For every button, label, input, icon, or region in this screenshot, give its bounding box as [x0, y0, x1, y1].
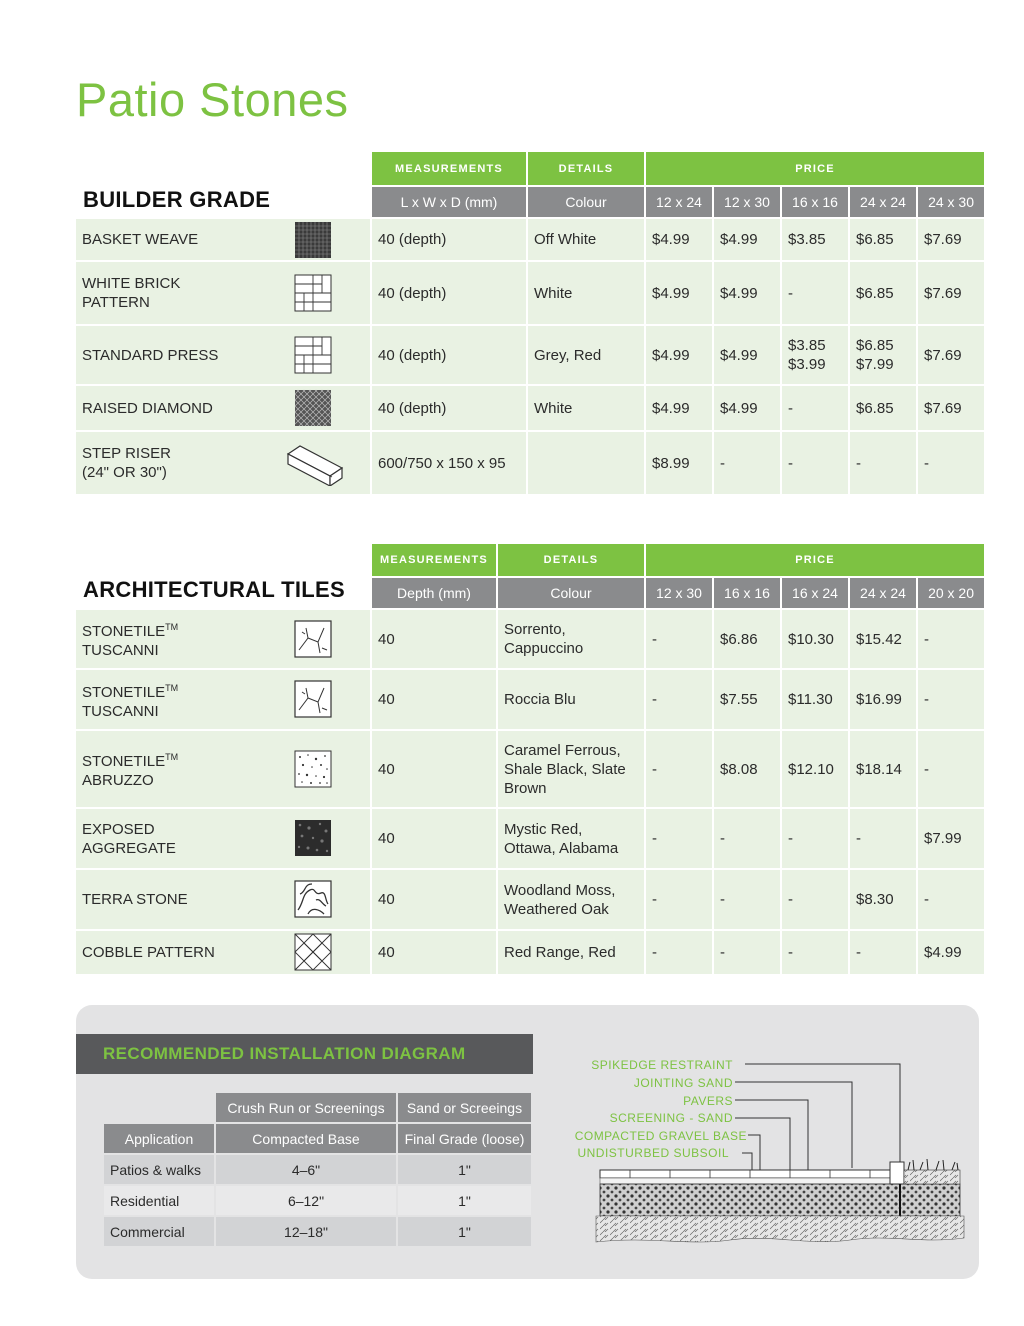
col-header: Depth (mm) — [372, 578, 496, 608]
product-name-line2: (24" OR 30") — [82, 464, 167, 481]
col-group-header: Crush Run or Screenings — [216, 1093, 396, 1122]
cobble-pattern-icon — [294, 933, 332, 971]
diamond-pattern-icon — [294, 389, 332, 427]
price-cell: $8.99 — [646, 432, 712, 494]
colour-cell: Woodland Moss, Weathered Oak — [498, 870, 644, 929]
depth-cell: 40 — [372, 931, 496, 974]
price-cell: $3.85 $3.99 — [782, 326, 848, 384]
price-cell: - — [918, 610, 984, 668]
measurement-cell: 40 (depth) — [372, 386, 526, 430]
price-cell: - — [850, 931, 916, 974]
price-cell: - — [646, 670, 712, 729]
price-cell: $7.69 — [918, 262, 984, 324]
price-cell: $18.14 — [850, 731, 916, 807]
product-name: RAISED DIAMOND — [82, 399, 213, 417]
details-header: DETAILS — [498, 544, 644, 576]
table-row — [76, 262, 984, 324]
diagram-label-restraint: SPIKEDGE RESTRAINT — [591, 1058, 733, 1072]
product-name-line2: TUSCANNI — [82, 642, 159, 659]
product-name: STANDARD PRESS — [82, 346, 219, 364]
measurements-header: MEASUREMENTS — [372, 544, 496, 576]
colour-cell: Sorrento, Cappuccino — [498, 610, 644, 668]
table-row — [76, 610, 984, 668]
tuscanni-tile-icon — [294, 620, 332, 658]
price-cell: - — [850, 432, 916, 494]
price-cell: $3.85 — [782, 219, 848, 260]
price-cell: - — [646, 731, 712, 807]
price-header: PRICE — [646, 152, 984, 185]
col-header: 24 x 24 — [850, 578, 916, 608]
price-cell: - — [782, 870, 848, 929]
price-cell: $11.30 — [782, 670, 848, 729]
price-cell: $6.85 $7.99 — [850, 326, 916, 384]
table-row — [76, 326, 984, 384]
table-row — [76, 432, 984, 494]
table-row — [104, 1186, 531, 1215]
col-header: 16 x 24 — [782, 578, 848, 608]
abruzzo-tile-icon — [294, 750, 332, 788]
table-row — [76, 731, 984, 807]
col-header: Colour — [528, 187, 644, 217]
diagram-label-subsoil: UNDISTURBED SUBSOIL — [577, 1146, 729, 1160]
installation-table — [102, 1091, 533, 1248]
product-name: STEP RISER — [82, 445, 171, 462]
colour-cell: White — [528, 386, 644, 430]
architectural-tiles-table — [74, 542, 986, 976]
measurement-cell: 600/750 x 150 x 95 — [372, 432, 526, 494]
product-name: BASKET WEAVE — [82, 231, 199, 248]
installation-cross-section-diagram — [590, 1058, 970, 1258]
col-header: 12 x 30 — [714, 187, 780, 217]
price-header: PRICE — [646, 544, 984, 576]
application-cell: Residential — [104, 1186, 214, 1215]
table-row — [76, 931, 984, 974]
depth-cell: 40 — [372, 870, 496, 929]
diagram-label-screening: SCREENING - SAND — [609, 1111, 733, 1125]
application-cell: Patios & walks — [104, 1155, 214, 1184]
terra-stone-icon — [294, 880, 332, 918]
depth-cell: 40 — [372, 731, 496, 807]
product-name: WHITE BRICK — [82, 275, 181, 292]
price-cell: - — [646, 610, 712, 668]
measurements-header: MEASUREMENTS — [372, 152, 526, 185]
price-cell: - — [782, 931, 848, 974]
price-cell: $7.69 — [918, 219, 984, 260]
price-cell: $6.86 — [714, 610, 780, 668]
price-cell: - — [646, 870, 712, 929]
colour-cell: Roccia Blu — [498, 670, 644, 729]
price-cell: - — [646, 809, 712, 868]
price-cell: - — [782, 262, 848, 324]
price-cell: $4.99 — [714, 326, 780, 384]
col-header: 12 x 30 — [646, 578, 712, 608]
price-cell: $4.99 — [918, 931, 984, 974]
table-row — [76, 870, 984, 929]
product-name: COBBLE PATTERN — [82, 944, 215, 961]
measurement-cell: 40 (depth) — [372, 219, 526, 260]
price-cell: - — [918, 670, 984, 729]
price-cell: - — [918, 731, 984, 807]
table-row — [76, 670, 984, 729]
col-header: 24 x 24 — [850, 187, 916, 217]
colour-cell: White — [528, 262, 644, 324]
base-cell: 12–18" — [216, 1217, 396, 1246]
product-name: STONETILE — [82, 683, 166, 701]
price-cell: $15.42 — [850, 610, 916, 668]
installation-header — [76, 1034, 533, 1074]
measurement-cell: 40 (depth) — [372, 262, 526, 324]
diagram-label-jointing-sand: JOINTING SAND — [633, 1076, 733, 1090]
trademark: TM — [165, 752, 179, 762]
price-cell: - — [714, 432, 780, 494]
col-header: 12 x 24 — [646, 187, 712, 217]
tuscanni-tile-icon — [294, 680, 332, 718]
price-cell: - — [918, 870, 984, 929]
diagram-label-gravel-base: COMPACTED GRAVEL BASE — [574, 1129, 747, 1143]
product-name-line2: ABRUZZO — [82, 772, 154, 789]
price-cell: $4.99 — [714, 219, 780, 260]
price-cell: $6.85 — [850, 386, 916, 430]
trademark: TM — [165, 682, 179, 693]
diagram-label-pavers: PAVERS — [683, 1094, 733, 1108]
col-header: 24 x 30 — [918, 187, 984, 217]
price-cell: $4.99 — [646, 262, 712, 324]
col-group-header: Sand or Screeings — [398, 1093, 531, 1122]
price-cell: $10.30 — [782, 610, 848, 668]
price-cell: $7.55 — [714, 670, 780, 729]
measurement-cell: 40 (depth) — [372, 326, 526, 384]
table-row — [76, 219, 984, 260]
product-name: TERRA STONE — [82, 891, 188, 908]
price-cell: $7.69 — [918, 386, 984, 430]
application-cell: Commercial — [104, 1217, 214, 1246]
colour-cell: Off White — [528, 219, 644, 260]
price-cell: $4.99 — [646, 386, 712, 430]
price-cell: $4.99 — [714, 262, 780, 324]
product-name: STONETILE — [82, 623, 166, 640]
page-title: Patio Stones — [76, 73, 349, 126]
col-header: Colour — [498, 578, 644, 608]
grade-cell: 1" — [398, 1155, 531, 1184]
table-row — [76, 809, 984, 868]
grade-cell: 1" — [398, 1217, 531, 1246]
aggregate-icon — [294, 819, 332, 857]
architectural-tiles-title: ARCHITECTURAL TILES — [83, 577, 345, 602]
step-riser-icon — [286, 442, 344, 486]
col-header: 16 x 16 — [714, 578, 780, 608]
depth-cell: 40 — [372, 610, 496, 668]
table-row — [76, 386, 984, 430]
colour-cell: Grey, Red — [528, 326, 644, 384]
installation-title: RECOMMENDED INSTALLATION DIAGRAM — [103, 1044, 466, 1063]
col-header: L x W x D (mm) — [372, 187, 526, 217]
col-header: 16 x 16 — [782, 187, 848, 217]
product-name: EXPOSED — [82, 820, 155, 838]
price-cell: $4.99 — [714, 386, 780, 430]
product-name: STONETILE — [82, 753, 166, 770]
builder-grade-title: BUILDER GRADE — [83, 187, 271, 212]
price-cell: $8.30 — [850, 870, 916, 929]
grade-cell: 1" — [398, 1186, 531, 1215]
col-header: Final Grade (loose) — [398, 1124, 531, 1153]
price-cell: - — [850, 809, 916, 868]
builder-grade-table — [74, 150, 986, 496]
price-cell: $7.99 — [918, 809, 984, 868]
price-cell: - — [714, 931, 780, 974]
brick-pattern-icon — [294, 274, 332, 312]
table-row — [104, 1217, 531, 1246]
price-cell: - — [646, 931, 712, 974]
base-cell: 4–6" — [216, 1155, 396, 1184]
price-cell: - — [782, 386, 848, 430]
depth-cell: 40 — [372, 670, 496, 729]
price-cell: $6.85 — [850, 219, 916, 260]
price-cell: - — [714, 809, 780, 868]
price-cell: - — [918, 432, 984, 494]
product-name-line2: TUSCANNI — [82, 702, 159, 720]
col-header: Compacted Base — [216, 1124, 396, 1153]
colour-cell: Red Range, Red — [498, 931, 644, 974]
brick-pattern-icon — [294, 336, 332, 374]
depth-cell: 40 — [372, 809, 496, 868]
details-header: DETAILS — [528, 152, 644, 185]
price-cell: $12.10 — [782, 731, 848, 807]
colour-cell: Caramel Ferrous, Shale Black, Slate Brown — [498, 731, 644, 807]
price-cell: $7.69 — [918, 326, 984, 384]
trademark: TM — [165, 622, 179, 632]
price-cell: $16.99 — [850, 670, 916, 729]
price-cell: $6.85 — [850, 262, 916, 324]
col-header: 20 x 20 — [918, 578, 984, 608]
product-name-line2: PATTERN — [82, 294, 150, 311]
product-name-line2: AGGREGATE — [82, 839, 176, 857]
basket-weave-icon — [294, 221, 332, 259]
colour-cell — [528, 432, 644, 494]
base-cell: 6–12" — [216, 1186, 396, 1215]
price-cell: $4.99 — [646, 219, 712, 260]
col-header: Application — [104, 1124, 214, 1153]
table-row — [104, 1155, 531, 1184]
colour-cell: Mystic Red, Ottawa, Alabama — [498, 809, 644, 868]
price-cell: $4.99 — [646, 326, 712, 384]
price-cell: - — [782, 432, 848, 494]
price-cell: - — [714, 870, 780, 929]
price-cell: - — [782, 809, 848, 868]
price-cell: $8.08 — [714, 731, 780, 807]
